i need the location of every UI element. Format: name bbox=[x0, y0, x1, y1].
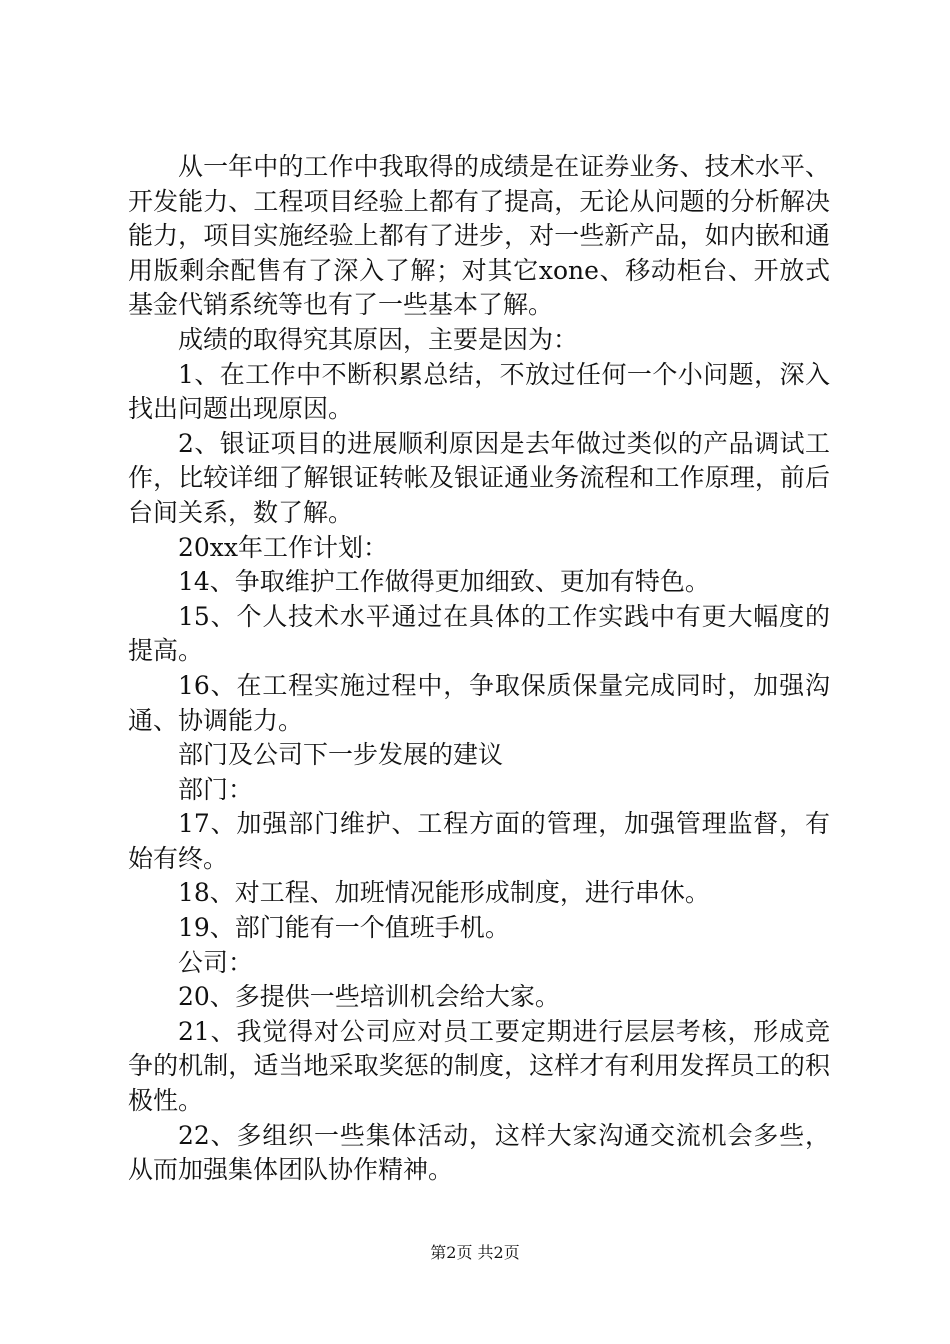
paragraph-suggestions-heading: 部门及公司下一步发展的建议 bbox=[178, 740, 504, 770]
paragraph-department-heading: 部门： bbox=[178, 774, 254, 804]
paragraph-suggestion-21: 21、我觉得对公司应对员工要定期进行层层考核，形成竞争的机制，适当地采取奖惩的制度，这样才有利用发挥员工的积极性。 bbox=[128, 1016, 830, 1116]
paragraph-reason-2: 2、银证项目的进展顺利原因是去年做过类似的产品调试工作，比较详细了解银证转帐及银证通业务流程和工作原理，前后台间关系，数了解。 bbox=[128, 428, 830, 527]
page-number-footer: 第2页 共2页 bbox=[430, 1243, 520, 1262]
document-body bbox=[128, 150, 830, 1188]
paragraph-plan-14: 14、争取维护工作做得更加细致、更加有特色。 bbox=[178, 567, 710, 597]
paragraph-work-plan-heading: 20xx年工作计划： bbox=[178, 532, 389, 562]
paragraph-plan-16: 16、在工程实施过程中，争取保质保量完成同时，加强沟通、协调能力。 bbox=[128, 670, 830, 735]
paragraph-suggestion-17: 17、加强部门维护、工程方面的管理，加强管理监督，有始有终。 bbox=[128, 809, 830, 873]
paragraph-achievements: 从一年中的工作中我取得的成绩是在证券业务、技术水平、开发能力、工程项目经验上都有了提高，无论从问题的分析解决能力，项目实施经验上都有了进步，对一些新产品，如内嵌和通用版剩余配售有了深入了解；对其它xone、移动柜台、开放式基金代销系统等也有了一些基本了解。 bbox=[128, 152, 830, 320]
paragraph-company-heading: 公司： bbox=[178, 947, 254, 977]
paragraph-suggestion-18: 18、对工程、加班情况能形成制度，进行串休。 bbox=[178, 878, 710, 908]
paragraph-plan-15: 15、个人技术水平通过在具体的工作实践中有更大幅度的提高。 bbox=[128, 601, 830, 666]
paragraph-suggestion-22: 22、多组织一些集体活动，这样大家沟通交流机会多些，从而加强集体团队协作精神。 bbox=[128, 1120, 830, 1185]
paragraph-reasons-intro: 成绩的取得究其原因，主要是因为： bbox=[178, 324, 579, 354]
paragraph-suggestion-20: 20、多提供一些培训机会给大家。 bbox=[178, 982, 560, 1012]
paragraph-reason-1: 1、在工作中不断积累总结，不放过任何一个小问题，深入找出问题出现原因。 bbox=[128, 359, 830, 424]
paragraph-suggestion-19: 19、部门能有一个值班手机。 bbox=[178, 913, 510, 943]
